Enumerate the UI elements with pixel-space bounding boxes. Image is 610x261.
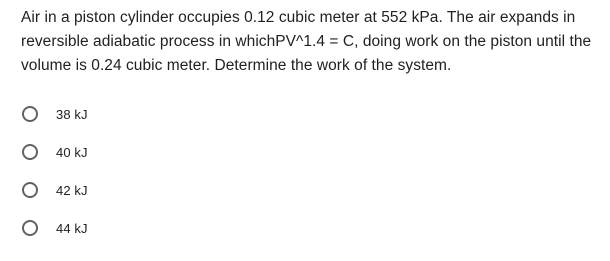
option-38-kj[interactable] bbox=[22, 101, 322, 127]
option-label: 44 kJ bbox=[56, 220, 88, 236]
option-40-kj[interactable] bbox=[22, 139, 322, 165]
option-label: 42 kJ bbox=[56, 182, 88, 198]
radio-button[interactable] bbox=[22, 220, 38, 236]
option-label: 38 kJ bbox=[56, 106, 88, 122]
option-42-kj[interactable] bbox=[22, 177, 322, 203]
radio-button[interactable] bbox=[22, 106, 38, 122]
radio-button[interactable] bbox=[22, 182, 38, 198]
answer-options bbox=[22, 101, 322, 253]
option-label: 40 kJ bbox=[56, 144, 88, 160]
question-text: Air in a piston cylinder occupies 0.12 cubic meter at 552 kPa. The air expands in reversible adiabatic process in whichPV^1.4 = C, doing work on the piston until the volume is 0.24 cubic meter. Determine the work of the system. bbox=[21, 9, 592, 74]
option-44-kj[interactable] bbox=[22, 215, 322, 241]
radio-button[interactable] bbox=[22, 144, 38, 160]
